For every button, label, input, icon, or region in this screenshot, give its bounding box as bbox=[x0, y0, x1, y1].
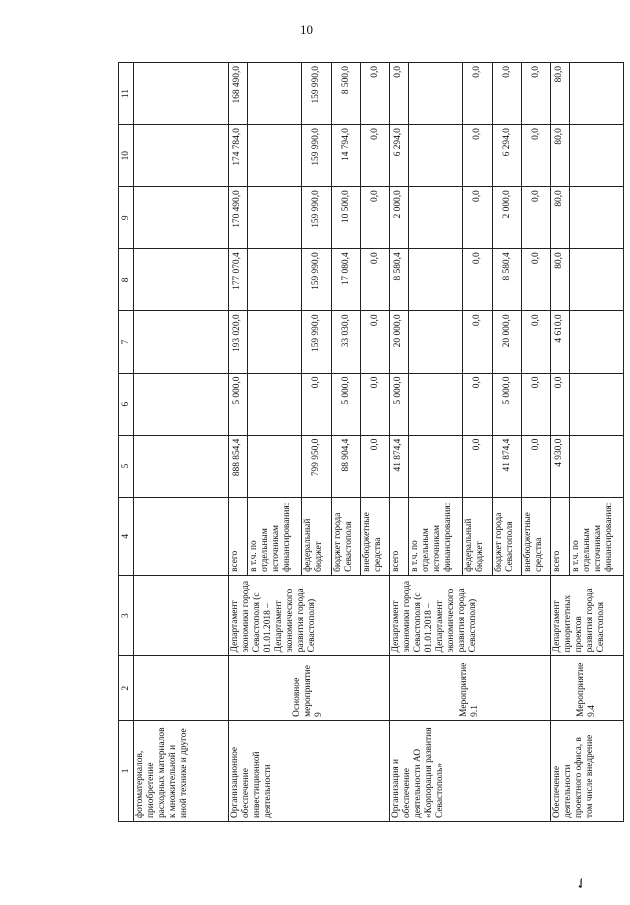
amount-cell: 888 854,4 bbox=[228, 435, 247, 497]
activity-name: Организация и обеспечение деятельности АО «Корпорация развития Севастополь» bbox=[390, 720, 551, 821]
amount-cell: 8 500,0 bbox=[332, 63, 361, 125]
amount-cell bbox=[408, 187, 462, 249]
amount-cell: 0,0 bbox=[361, 311, 390, 373]
amount-cell bbox=[408, 63, 462, 125]
header-cell: 4 bbox=[119, 497, 134, 575]
continuation-text: фотоматериалов, приобретение расходных материалов к множительной и иной технике и другое bbox=[134, 720, 229, 821]
amount-cell: 80,0 bbox=[551, 125, 570, 187]
amount-cell: 0,0 bbox=[361, 63, 390, 125]
amount-cell: 88 904,4 bbox=[332, 435, 361, 497]
amount-cell: 0,0 bbox=[522, 249, 551, 311]
amount-cell bbox=[569, 187, 623, 249]
amount-cell: 799 950,0 bbox=[301, 435, 331, 497]
amount-cell: 5 000,0 bbox=[493, 373, 522, 435]
amount-cell: 159 990,0 bbox=[301, 311, 331, 373]
amount-cell: 41 874,4 bbox=[493, 435, 522, 497]
checkmark-icon: ✓ bbox=[572, 874, 591, 895]
measure-name: Основное мероприятие 9 bbox=[228, 656, 389, 720]
source-label: федеральный бюджет bbox=[301, 497, 331, 575]
amount-cell: 4 610,0 bbox=[551, 311, 570, 373]
header-cell: 8 bbox=[119, 249, 134, 311]
amount-cell bbox=[247, 435, 301, 497]
rotated-table-wrapper bbox=[118, 62, 624, 822]
table-row bbox=[551, 63, 570, 822]
amount-cell: 159 990,0 bbox=[301, 125, 331, 187]
amount-cell: 14 794,0 bbox=[332, 125, 361, 187]
amount-cell: 80,0 bbox=[551, 63, 570, 125]
amount-cell bbox=[247, 373, 301, 435]
amount-cell: 170 490,0 bbox=[228, 187, 247, 249]
amount-cell: 159 990,0 bbox=[301, 187, 331, 249]
measure-name: Мероприятие 9.4 bbox=[551, 656, 624, 720]
amount-cell: 159 990,0 bbox=[301, 63, 331, 125]
header-cell: 2 bbox=[119, 656, 134, 720]
amount-cell: 159 990,0 bbox=[301, 249, 331, 311]
executor-name: Департамент приоритетных проектов развития города Севастополя bbox=[551, 575, 624, 656]
amount-cell: 8 580,4 bbox=[493, 249, 522, 311]
amount-cell: 0,0 bbox=[462, 435, 492, 497]
amount-cell bbox=[408, 125, 462, 187]
source-label: бюджет города Севастополя bbox=[332, 497, 361, 575]
amount-cell: 5 000,0 bbox=[228, 373, 247, 435]
amount-cell bbox=[569, 435, 623, 497]
table-row bbox=[134, 63, 229, 822]
source-label: всего bbox=[228, 497, 247, 575]
amount-cell: 10 500,0 bbox=[332, 187, 361, 249]
source-label: в т.ч. по отдельным источникам финансирования: bbox=[408, 497, 462, 575]
table-row bbox=[390, 63, 409, 822]
amount-cell: 0,0 bbox=[361, 125, 390, 187]
amount-cell: 5 000,0 bbox=[332, 373, 361, 435]
amount-cell: 41 874,4 bbox=[390, 435, 409, 497]
amount-cell: 0,0 bbox=[522, 311, 551, 373]
header-row bbox=[119, 63, 134, 822]
page-number: 10 bbox=[300, 22, 313, 37]
amount-cell bbox=[247, 249, 301, 311]
header-cell: 7 bbox=[119, 311, 134, 373]
activity-name: Организационное обеспечение инвестиционной деятельности bbox=[228, 720, 389, 821]
amount-cell bbox=[569, 373, 623, 435]
measure-name: Мероприятие 9.1 bbox=[390, 656, 551, 720]
amount-cell: 4 930,0 bbox=[551, 435, 570, 497]
amount-cell: 0,0 bbox=[462, 187, 492, 249]
amount-cell bbox=[247, 311, 301, 373]
amount-cell: 0,0 bbox=[462, 125, 492, 187]
amount-cell: 0,0 bbox=[522, 373, 551, 435]
amount-cell: 0,0 bbox=[522, 63, 551, 125]
executor-name: Департамент экономики города Севастополя (с 01.01.2018 – Департамент экономического развития города Севастополя) bbox=[390, 575, 551, 656]
executor-name: Департамент экономики города Севастополя (с 01.01.2018 – Департамент экономического развития города Севастополя) bbox=[228, 575, 389, 656]
amount-cell bbox=[247, 187, 301, 249]
amount-cell: 0,0 bbox=[361, 187, 390, 249]
amount-cell: 0,0 bbox=[462, 63, 492, 125]
amount-cell: 0,0 bbox=[522, 125, 551, 187]
amount-cell: 0,0 bbox=[551, 373, 570, 435]
activity-name: Обеспечение деятельности проектного офиса, в том числе внедрение bbox=[551, 720, 624, 821]
amount-cell bbox=[247, 63, 301, 125]
amount-cell bbox=[408, 435, 462, 497]
amount-cell: 33 030,0 bbox=[332, 311, 361, 373]
table-row bbox=[228, 63, 247, 822]
amount-cell: 0,0 bbox=[522, 187, 551, 249]
amount-cell: 20 000,0 bbox=[493, 311, 522, 373]
header-cell: 1 bbox=[119, 720, 134, 821]
amount-cell: 8 580,4 bbox=[390, 249, 409, 311]
header-cell: 11 bbox=[119, 63, 134, 125]
amount-cell: 6 294,0 bbox=[390, 125, 409, 187]
amount-cell: 0,0 bbox=[522, 435, 551, 497]
source-label: внебюджетные средства bbox=[522, 497, 551, 575]
header-cell: 3 bbox=[119, 575, 134, 656]
amount-cell: 177 070,4 bbox=[228, 249, 247, 311]
amount-cell bbox=[569, 249, 623, 311]
amount-cell: 0,0 bbox=[462, 249, 492, 311]
source-label: всего bbox=[551, 497, 570, 575]
amount-cell: 0,0 bbox=[462, 373, 492, 435]
source-label: федеральный бюджет bbox=[462, 497, 492, 575]
amount-cell: 2 000,0 bbox=[493, 187, 522, 249]
amount-cell bbox=[569, 311, 623, 373]
amount-cell: 5 000,0 bbox=[390, 373, 409, 435]
amount-cell: 193 020,0 bbox=[228, 311, 247, 373]
header-cell: 6 bbox=[119, 373, 134, 435]
header-cell: 5 bbox=[119, 435, 134, 497]
amount-cell bbox=[408, 249, 462, 311]
amount-cell: 2 000,0 bbox=[390, 187, 409, 249]
amount-cell: 0,0 bbox=[361, 435, 390, 497]
amount-cell bbox=[569, 63, 623, 125]
amount-cell: 0,0 bbox=[390, 63, 409, 125]
amount-cell bbox=[408, 373, 462, 435]
amount-cell: 0,0 bbox=[493, 63, 522, 125]
source-label: внебюджетные средства bbox=[361, 497, 390, 575]
amount-cell: 80,0 bbox=[551, 249, 570, 311]
amount-cell: 17 080,4 bbox=[332, 249, 361, 311]
funding-table bbox=[118, 62, 624, 822]
source-label: в т.ч. по отдельным источникам финансирования: bbox=[569, 497, 623, 575]
amount-cell: 0,0 bbox=[361, 373, 390, 435]
amount-cell bbox=[247, 125, 301, 187]
header-cell: 9 bbox=[119, 187, 134, 249]
source-label: в т.ч. по отдельным источникам финансирования: bbox=[247, 497, 301, 575]
amount-cell: 80,0 bbox=[551, 187, 570, 249]
amount-cell: 174 784,0 bbox=[228, 125, 247, 187]
amount-cell: 6 294,0 bbox=[493, 125, 522, 187]
amount-cell bbox=[569, 125, 623, 187]
amount-cell bbox=[408, 311, 462, 373]
amount-cell: 168 490,0 bbox=[228, 63, 247, 125]
source-label: бюджет города Севастополя bbox=[493, 497, 522, 575]
amount-cell: 0,0 bbox=[462, 311, 492, 373]
amount-cell: 0,0 bbox=[361, 249, 390, 311]
source-label: всего bbox=[390, 497, 409, 575]
amount-cell: 0,0 bbox=[301, 373, 331, 435]
amount-cell: 20 000,0 bbox=[390, 311, 409, 373]
header-cell: 10 bbox=[119, 125, 134, 187]
